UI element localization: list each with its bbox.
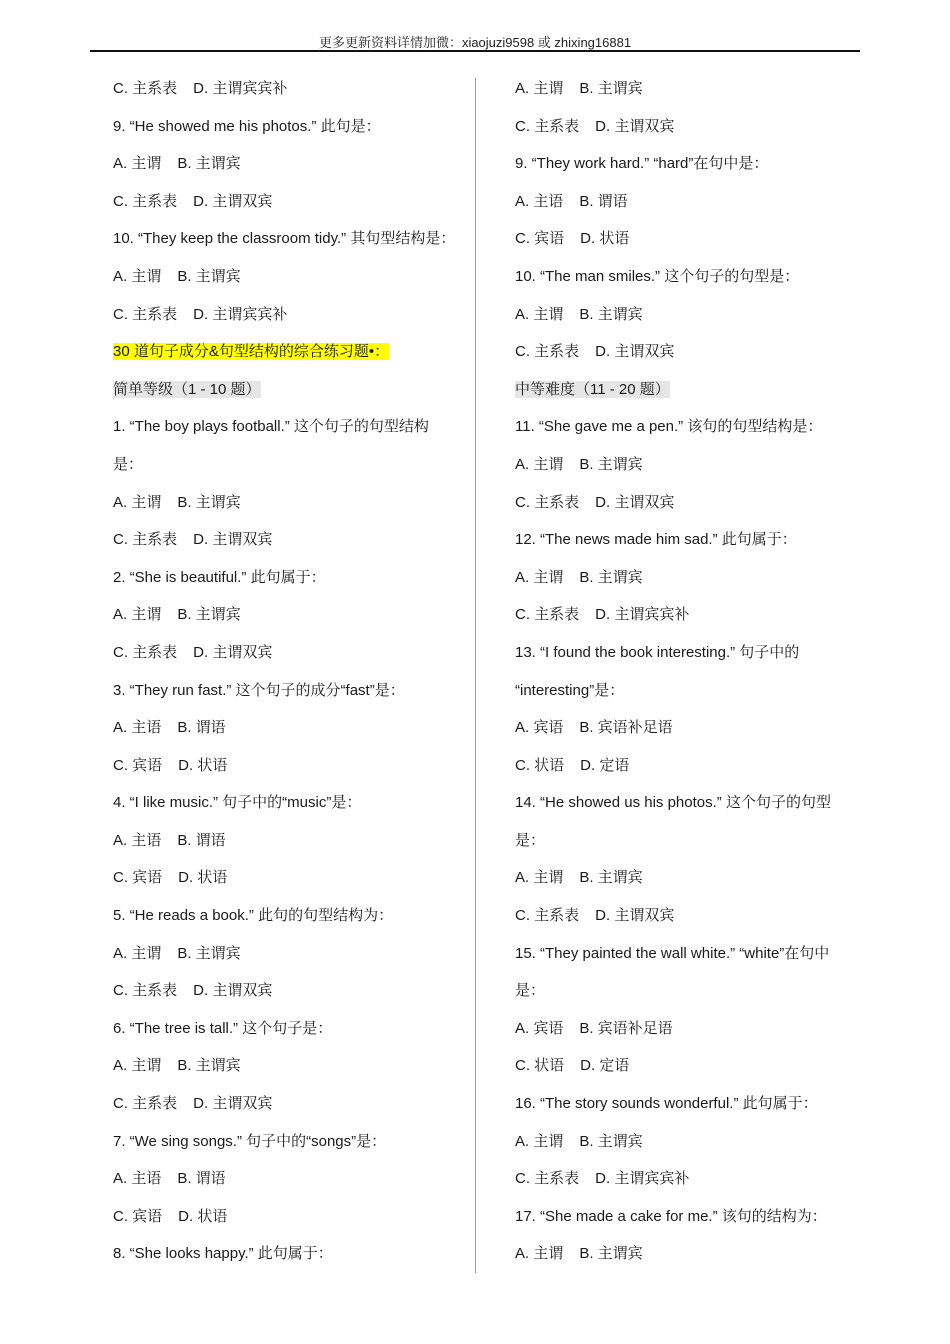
option-b: B. 主谓宾 — [579, 305, 643, 323]
option-line — [113, 859, 463, 897]
option-b: B. 主谓宾 — [177, 493, 241, 511]
option-b: D. 主谓宾宾补 — [595, 606, 690, 624]
option-b: D. 状语 — [580, 230, 630, 248]
option-line — [113, 747, 463, 785]
question-text: 7. “We sing songs.” 句子中的“songs”是： — [113, 1132, 387, 1150]
option-b: D. 主谓双宾 — [193, 1095, 273, 1113]
option-a: A. 主谓 — [113, 267, 162, 285]
question-line — [113, 559, 463, 597]
option-a: C. 主系表 — [515, 343, 580, 361]
option-b: D. 主谓宾宾补 — [193, 80, 288, 97]
option-line — [113, 709, 463, 747]
option-b: D. 主谓双宾 — [193, 643, 273, 661]
option-line — [515, 1010, 865, 1048]
question-text: 9. “They work hard.” “hard”在句中是： — [515, 155, 769, 173]
option-line — [113, 935, 463, 973]
option-b: D. 主谓宾宾补 — [193, 305, 288, 323]
question-text: 12. “The news made him sad.” 此句属于： — [515, 531, 797, 549]
question-text: 16. “The story sounds wonderful.” 此句属于： — [515, 1095, 818, 1113]
question-line — [113, 672, 463, 710]
option-b: B. 宾语补足语 — [579, 1019, 673, 1037]
question-line — [515, 258, 865, 296]
option-b: D. 主谓双宾 — [193, 531, 273, 549]
option-b: D. 主谓双宾 — [595, 343, 675, 361]
option-a: A. 主谓 — [113, 155, 162, 173]
question-text: 2. “She is beautiful.” 此句属于： — [113, 568, 326, 586]
column-divider — [475, 78, 476, 1273]
option-line — [515, 747, 865, 785]
question-text: 是： — [515, 831, 546, 849]
option-a: C. 主系表 — [515, 493, 580, 511]
option-line — [113, 70, 463, 108]
option-b: B. 谓语 — [177, 719, 226, 737]
option-line — [515, 1047, 865, 1085]
option-line — [515, 1123, 865, 1161]
option-a: C. 主系表 — [113, 80, 178, 97]
option-line — [515, 596, 865, 634]
option-line — [113, 634, 463, 672]
option-line — [515, 220, 865, 258]
option-a: C. 主系表 — [113, 1095, 178, 1113]
question-line — [515, 1198, 865, 1236]
option-line — [113, 183, 463, 221]
option-a: A. 主谓 — [515, 869, 564, 887]
option-a: C. 宾语 — [113, 1207, 163, 1225]
question-line — [515, 634, 865, 672]
question-text: 10. “The man smiles.” 这个句子的句型是： — [515, 267, 800, 285]
question-line — [113, 371, 463, 409]
question-line — [113, 408, 463, 446]
option-line — [515, 709, 865, 747]
option-b: D. 主谓双宾 — [193, 982, 273, 1000]
option-b: B. 谓语 — [177, 831, 226, 849]
option-b: D. 定语 — [580, 756, 630, 774]
option-line — [515, 333, 865, 371]
option-b: B. 主谓宾 — [177, 944, 241, 962]
option-line — [113, 145, 463, 183]
question-line — [515, 1085, 865, 1123]
option-a: C. 主系表 — [113, 982, 178, 1000]
option-a: C. 宾语 — [113, 756, 163, 774]
question-line — [515, 822, 865, 860]
left-column — [113, 70, 463, 1273]
question-line — [515, 972, 865, 1010]
question-line — [113, 220, 463, 258]
option-a: C. 主系表 — [515, 907, 580, 925]
question-line — [113, 108, 463, 146]
option-line — [515, 1235, 865, 1273]
option-a: C. 宾语 — [113, 869, 163, 887]
question-text: 5. “He reads a book.” 此句的句型结构为： — [113, 907, 394, 925]
option-a: A. 宾语 — [515, 1019, 564, 1037]
question-text: 9. “He showed me his photos.” 此句是： — [113, 117, 381, 135]
option-line — [113, 972, 463, 1010]
option-line — [113, 1198, 463, 1236]
question-line — [113, 1235, 463, 1273]
option-a: A. 主谓 — [113, 944, 162, 962]
question-text: “interesting”是： — [515, 681, 625, 699]
option-line — [113, 1085, 463, 1123]
option-a: C. 状语 — [515, 756, 565, 774]
option-a: A. 主语 — [113, 719, 162, 737]
question-line — [113, 1010, 463, 1048]
option-a: A. 主谓 — [515, 1245, 564, 1263]
option-b: B. 谓语 — [177, 1170, 226, 1188]
option-line — [515, 897, 865, 935]
option-a: A. 主谓 — [515, 568, 564, 586]
option-b: D. 状语 — [178, 1207, 228, 1225]
question-line — [113, 897, 463, 935]
option-a: C. 主系表 — [113, 643, 178, 661]
section-title: 30 道句子成分&句型结构的综合练习题•： — [113, 343, 390, 361]
question-text: 8. “She looks happy.” 此句属于： — [113, 1245, 333, 1263]
option-b: B. 主谓宾 — [177, 267, 241, 285]
option-b: B. 谓语 — [579, 192, 628, 210]
option-line — [515, 484, 865, 522]
option-b: D. 主谓宾宾补 — [595, 1170, 690, 1188]
option-b: D. 状语 — [178, 869, 228, 887]
option-a: C. 主系表 — [113, 531, 178, 549]
question-line — [113, 446, 463, 484]
question-text: 13. “I found the book interesting.” 句子中的 — [515, 643, 800, 661]
option-b: B. 主谓宾 — [579, 1132, 643, 1150]
option-a: C. 主系表 — [515, 1170, 580, 1188]
option-b: D. 主谓双宾 — [595, 117, 675, 135]
question-text: 10. “They keep the classroom tidy.” 其句型结构是： — [113, 230, 456, 248]
option-a: A. 主谓 — [113, 606, 162, 624]
option-line — [515, 183, 865, 221]
option-a: C. 主系表 — [113, 192, 178, 210]
option-line — [113, 1160, 463, 1198]
level-heading: 简单等级（1 - 10 题） — [113, 380, 261, 398]
option-a: C. 主系表 — [515, 606, 580, 624]
option-b: D. 定语 — [580, 1057, 630, 1075]
option-a: A. 主语 — [113, 1170, 162, 1188]
question-text: 15. “They painted the wall white.” “white”在句中 — [515, 944, 830, 962]
question-text: 是： — [515, 982, 546, 1000]
option-b: B. 主谓宾 — [177, 606, 241, 624]
question-text: 1. “The boy plays football.” 这个句子的句型结构 — [113, 418, 429, 436]
question-text: 4. “I like music.” 句子中的“music”是： — [113, 794, 362, 812]
option-line — [515, 108, 865, 146]
question-line — [515, 672, 865, 710]
option-b: B. 主谓宾 — [579, 568, 643, 586]
option-line — [515, 559, 865, 597]
question-line — [515, 145, 865, 183]
question-line — [113, 333, 463, 371]
option-line — [515, 70, 865, 108]
option-b: B. 主谓宾 — [579, 1245, 643, 1263]
option-a: C. 宾语 — [515, 230, 565, 248]
option-a: A. 主谓 — [515, 1132, 564, 1150]
option-line — [113, 296, 463, 334]
option-b: B. 主谓宾 — [177, 1057, 241, 1075]
page-header: 更多更新资料详情加微：xiaojuzi9598 或 zhixing16881 — [318, 35, 632, 50]
option-a: A. 主谓 — [515, 305, 564, 323]
option-a: A. 主谓 — [113, 1057, 162, 1075]
option-a: A. 主谓 — [515, 80, 564, 97]
option-b: B. 主谓宾 — [579, 80, 643, 97]
level-heading: 中等难度（11 - 20 题） — [515, 380, 670, 398]
question-line — [515, 408, 865, 446]
option-b: D. 主谓双宾 — [595, 907, 675, 925]
option-a: C. 主系表 — [515, 117, 580, 135]
option-b: D. 主谓双宾 — [595, 493, 675, 511]
option-a: A. 主谓 — [515, 455, 564, 473]
option-line — [113, 822, 463, 860]
option-line — [113, 1047, 463, 1085]
question-text: 11. “She gave me a pen.” 该句的句型结构是： — [515, 418, 823, 436]
option-line — [113, 484, 463, 522]
right-column — [515, 70, 865, 1273]
option-line — [113, 258, 463, 296]
question-text: 是： — [113, 455, 144, 473]
option-a: A. 宾语 — [515, 719, 564, 737]
option-line — [515, 296, 865, 334]
header-rule — [90, 50, 860, 52]
option-b: B. 主谓宾 — [579, 869, 643, 887]
option-line — [113, 521, 463, 559]
question-line — [515, 371, 865, 409]
option-b: B. 宾语补足语 — [579, 719, 673, 737]
question-line — [113, 1123, 463, 1161]
option-a: A. 主语 — [113, 831, 162, 849]
question-text: 17. “She made a cake for me.” 该句的结构为： — [515, 1207, 827, 1225]
question-line — [515, 784, 865, 822]
option-line — [113, 596, 463, 634]
option-line — [515, 446, 865, 484]
option-line — [515, 859, 865, 897]
question-text: 6. “The tree is tall.” 这个句子是： — [113, 1019, 333, 1037]
option-b: B. 主谓宾 — [177, 155, 241, 173]
option-b: D. 主谓双宾 — [193, 192, 273, 210]
question-line — [515, 521, 865, 559]
question-text: 14. “He showed us his photos.” 这个句子的句型 — [515, 794, 831, 812]
option-line — [515, 1160, 865, 1198]
option-a: A. 主谓 — [113, 493, 162, 511]
option-b: D. 状语 — [178, 756, 228, 774]
question-text: 3. “They run fast.” 这个句子的成分“fast”是： — [113, 681, 405, 699]
option-a: C. 状语 — [515, 1057, 565, 1075]
option-a: C. 主系表 — [113, 305, 178, 323]
option-b: B. 主谓宾 — [579, 455, 643, 473]
question-line — [113, 784, 463, 822]
question-line — [515, 935, 865, 973]
option-a: A. 主语 — [515, 192, 564, 210]
